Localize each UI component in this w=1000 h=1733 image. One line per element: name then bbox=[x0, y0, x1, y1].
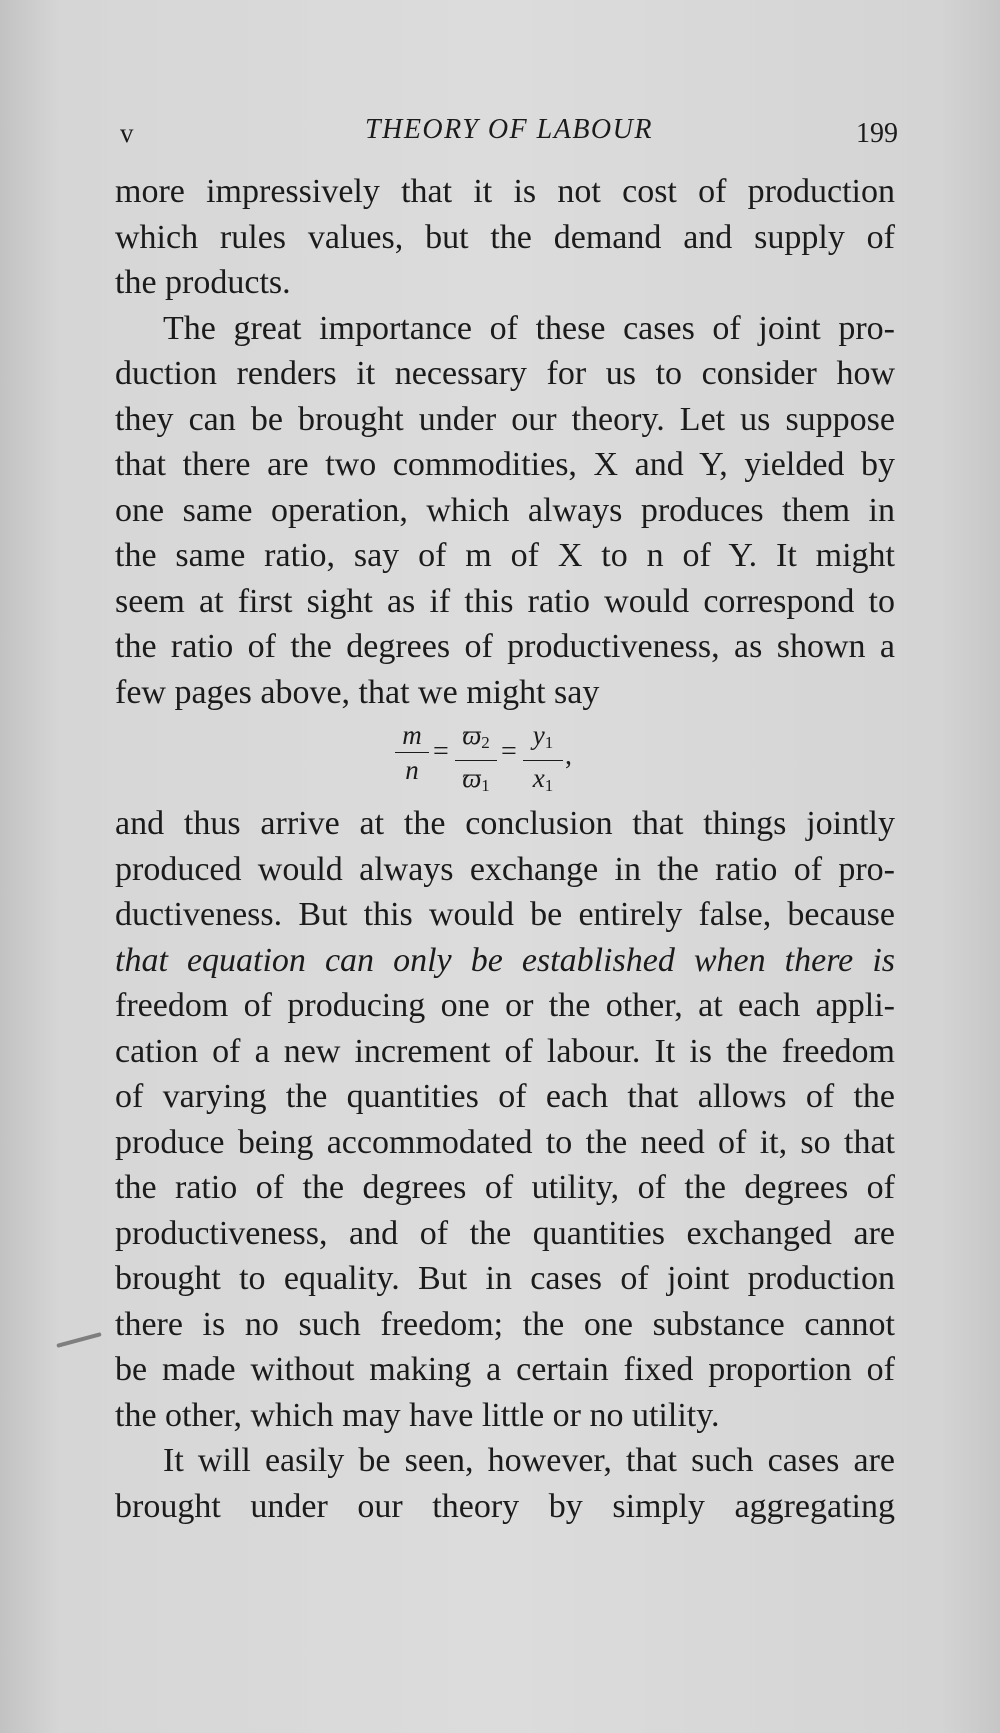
text-line: brought under our theory by simply aggregating bbox=[115, 1487, 895, 1525]
fraction-numerator bbox=[523, 720, 563, 758]
text-line: and thus arrive at the conclusion that things jointly bbox=[115, 805, 895, 842]
paragraph-start-line: The great importance of these cases of joint pro- bbox=[163, 309, 895, 347]
equals-sign: = bbox=[433, 736, 449, 767]
text-line: the ratio of the degrees of productiveness, as shown a bbox=[115, 628, 895, 665]
denominator-symbol: x bbox=[532, 763, 545, 793]
fraction-numerator bbox=[455, 720, 497, 758]
text-line: there is no such freedom; the one substance cannot bbox=[115, 1305, 895, 1343]
numerator-subscript: 2 bbox=[481, 733, 490, 752]
fraction-bar bbox=[455, 760, 497, 761]
text-line: one same operation, which always produces them in bbox=[115, 491, 895, 529]
italic-text-line: that equation can only be established when there is bbox=[115, 941, 895, 979]
chapter-numeral: v bbox=[120, 118, 134, 148]
denominator-subscript: 1 bbox=[544, 776, 554, 795]
text-line: they can be brought under our theory. Let us suppose bbox=[115, 400, 895, 438]
fraction-denominator: n bbox=[405, 755, 419, 785]
text-line: which rules values, but the demand and supply of bbox=[115, 218, 895, 256]
text-line: the ratio of the degrees of utility, of the degrees of bbox=[115, 1169, 895, 1206]
denominator-subscript: 1 bbox=[481, 776, 490, 795]
text-line: brought to equality. But in cases of joint production bbox=[115, 1260, 895, 1297]
text-line: that there are two commodities, X and Y, yielded by bbox=[115, 446, 895, 483]
text-line: few pages above, that we might say bbox=[115, 673, 600, 711]
text-line: more impressively that it is not cost of production bbox=[115, 173, 895, 210]
paragraph-start-line: It will easily be seen, however, that such cases are bbox=[163, 1442, 895, 1479]
running-title: THEORY OF LABOUR bbox=[365, 114, 653, 145]
fraction-numerator: m bbox=[402, 720, 422, 750]
text-line: cation of a new increment of labour. It is the freedom bbox=[115, 1032, 895, 1070]
text-line: ductiveness. But this would be entirely false, because bbox=[115, 896, 895, 933]
text-line: be made without making a certain fixed proportion of bbox=[115, 1351, 895, 1388]
text-line: produce being accommodated to the need of it, so that bbox=[115, 1123, 895, 1161]
fraction-m-over-n bbox=[395, 720, 429, 785]
text-line: the same ratio, say of m of X to n of Y. It might bbox=[115, 537, 895, 574]
numerator-subscript: 1 bbox=[544, 733, 554, 752]
text-line: duction renders it necessary for us to consider how bbox=[115, 355, 895, 392]
fraction-denominator bbox=[455, 763, 497, 801]
text-line: the other, which may have little or no utility. bbox=[115, 1396, 720, 1434]
denominator-symbol: ϖ bbox=[462, 763, 482, 793]
text-line: productiveness, and of the quantities exchanged are bbox=[115, 1214, 895, 1252]
ratio-equation bbox=[395, 720, 615, 795]
fraction-y-over-x bbox=[523, 720, 563, 801]
fraction-varpi bbox=[455, 720, 497, 801]
text-line: of varying the quantities of each that allows of the bbox=[115, 1078, 895, 1115]
body-text-upper bbox=[115, 169, 895, 715]
numerator-symbol: ϖ bbox=[462, 720, 482, 750]
text-line: freedom of producing one or the other, at each appli- bbox=[115, 987, 895, 1024]
margin-pencil-mark bbox=[56, 1332, 101, 1348]
fraction-bar bbox=[523, 760, 563, 761]
body-text-lower bbox=[115, 801, 895, 1529]
fraction-bar bbox=[395, 752, 429, 753]
numerator-symbol: y bbox=[532, 720, 545, 750]
text-line: seem at first sight as if this ratio would correspond to bbox=[115, 582, 895, 620]
text-line: produced would always exchange in the ratio of pro- bbox=[115, 850, 895, 888]
running-head bbox=[120, 112, 898, 152]
fraction-denominator bbox=[523, 763, 563, 801]
text-line: the products. bbox=[115, 264, 291, 301]
page-number: 199 bbox=[856, 118, 898, 149]
equals-sign: = bbox=[501, 736, 517, 767]
equation-comma: , bbox=[565, 740, 572, 771]
